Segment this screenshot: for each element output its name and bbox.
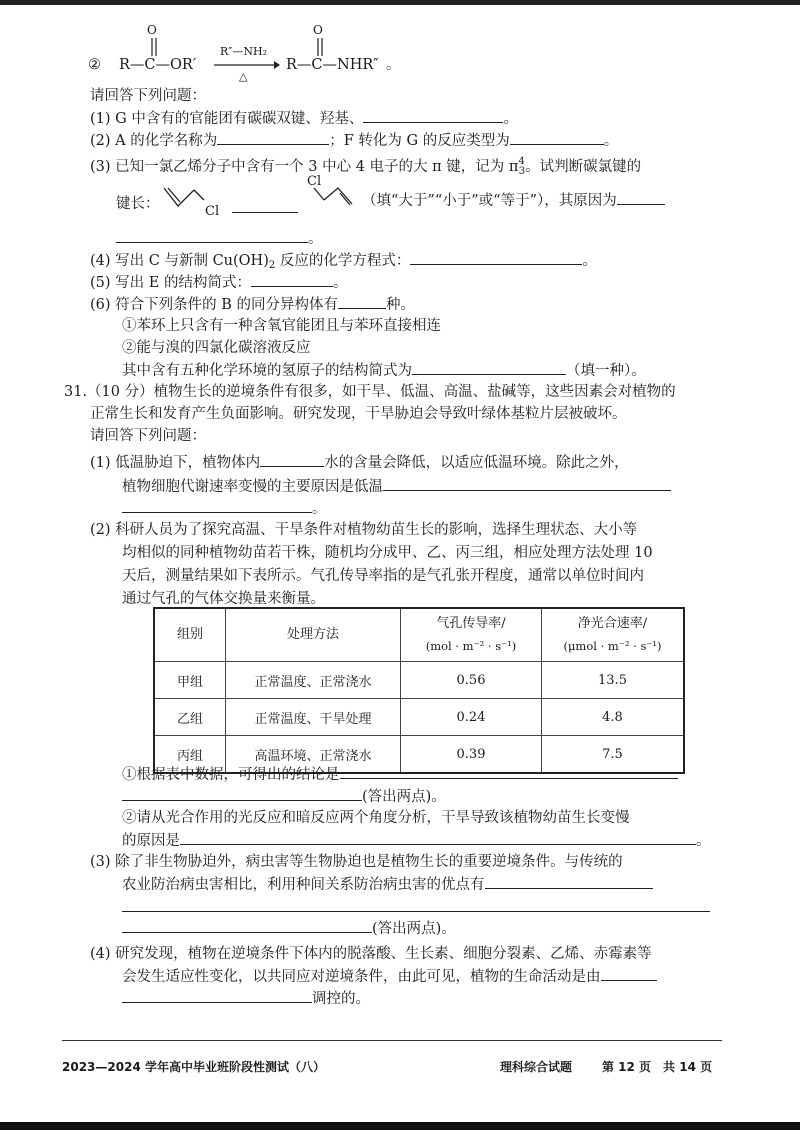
table-header-row [154, 608, 684, 662]
footer-exam-title: 2023—2024 学年高中毕业班阶段性测试（八） [62, 1060, 325, 1074]
bio-s1 [122, 764, 678, 785]
reagent-label: R″—NH₂ [220, 45, 268, 58]
bio-p1 [90, 452, 629, 473]
bio-p2-line2: 均相似的同种植物幼苗若干株，随机均分成甲、乙、丙三组，相应处理方法处理 10 [122, 545, 653, 561]
chem-q4-end: 。 [582, 253, 597, 269]
answer-blank[interactable] [510, 130, 604, 145]
answer-blank[interactable] [180, 830, 696, 845]
chem-q5 [90, 272, 347, 293]
results-table [153, 607, 685, 774]
vinyl-chloride-structure-2 [306, 186, 366, 216]
answer-blank[interactable] [412, 360, 566, 375]
chem-q6-cond2: ②能与溴的四氯化碳溶液反应 [122, 340, 311, 356]
chem-intro: 请回答下列问题： [90, 88, 206, 104]
chem-q5-text: (5) 写出 E 的结构简式： [90, 275, 251, 291]
scan-bottom-edge [0, 1122, 800, 1130]
bio-p1-text-a: (1) 低温胁迫下，植物体内 [90, 455, 261, 471]
reaction-product: R—C—NHR″ [286, 57, 379, 73]
answer-blank[interactable] [340, 764, 678, 779]
bio-p1-line3 [122, 498, 327, 519]
product-double-bond [311, 36, 331, 58]
footer-subject: 理科综合试题 [500, 1060, 573, 1074]
chem-q6-end: 种。 [386, 297, 416, 313]
answer-blank[interactable] [363, 108, 503, 123]
answer-blank[interactable] [122, 786, 362, 801]
answer-blank[interactable] [410, 250, 582, 265]
chlorine-label-1: Cl [205, 204, 220, 219]
bio-s2-line2 [122, 830, 711, 851]
chem-q5-end: 。 [332, 275, 348, 291]
chem-q2-end: 。 [603, 133, 619, 149]
header-pn-label: 净光合速率/ [577, 616, 648, 631]
bio-p1-end: 。 [312, 501, 327, 517]
bio-p3-line2 [122, 874, 653, 895]
footer-page-number: 第 12 页 共 14 页 [602, 1060, 713, 1074]
chem-q1-text: (1) G 中含有的官能团有碳碳双键、羟基、 [90, 111, 364, 127]
chem-q6-text: (6) 符合下列条件的 B 的同分异构体有 [90, 297, 339, 313]
reaction-reactant: R—C—OR′ [119, 57, 197, 73]
chem-q3-tail: 。试判断碳氯键的 [525, 159, 642, 175]
chem-q3-choices [362, 190, 665, 211]
chem-q3-choices-text: （填“大于”“小于”或“等于”），其原因为 [362, 193, 617, 209]
bio-s2-end: 。 [696, 833, 711, 849]
chem-q6-structure [122, 360, 646, 381]
bio-p3-line4 [122, 918, 456, 939]
answer-blank[interactable] [251, 272, 333, 287]
bio-p2-line4: 通过气孔的气体交换量来衡量。 [122, 591, 325, 607]
chem-q4: (4) 写出 C 与新制 $Cu(OH)_2$ 反应的化学方程式： 。 [90, 250, 597, 276]
chem-q6-structure-end: （填一种）。 [566, 363, 646, 379]
chem-q3: (3) 已知一氯乙烯分子中含有一个 3 中心 4 电子的大 π 键，记为 $\pi^4_3$。试判断碳氯键的 [90, 156, 642, 177]
cell-group: 丙组 [154, 736, 226, 774]
chem-q3-text: (3) 已知一氯乙烯分子中含有一个 3 中心 4 电子的大 π 键，记为 π [90, 159, 519, 175]
answer-blank[interactable] [122, 988, 312, 1003]
header-group: 组别 [154, 608, 226, 662]
chem-q6-structure-text: 其中含有五种化学环境的氢原子的结构简式为 [122, 363, 412, 379]
bio-p3-end: (答出两点)。 [372, 921, 456, 937]
reaction-end: 。 [386, 57, 401, 73]
bio-s1-text: ①根据表中数据，可得出的结论是 [122, 767, 340, 783]
bio-p2-line3: 天后，测量结果如下表所示。气孔传导率指的是气孔张开程度，通常以单位时间内 [122, 568, 644, 584]
footer-rule [62, 1040, 722, 1041]
header-gs-label: 气孔传导率/ [436, 616, 506, 631]
bio-intro: 请回答下列问题： [90, 428, 206, 444]
bio-p2-line1: (2) 科研人员为了探究高温、干旱条件对植物幼苗生长的影响，选择生理状态、大小等 [90, 522, 638, 538]
chem-q2-text-b: ；F 转化为 G 的反应类型为 [329, 133, 510, 149]
bio-q31-line1: 31.（10 分）植物生长的逆境条件有很多，如干旱、低温、高温、盐碱等，这些因素会对植物的 [64, 384, 676, 400]
cell-group: 甲组 [154, 662, 226, 699]
header-net-photosynthesis [542, 608, 685, 662]
cell-method: 高温环境、正常浇水 [226, 736, 401, 774]
answer-blank[interactable] [338, 294, 386, 309]
chem-q4-text-b: 反应的化学方程式： [275, 253, 411, 269]
answer-blank[interactable] [116, 228, 308, 243]
chem-q2-text-a: (2) A 的化学名称为 [90, 133, 218, 149]
cell-gs: 0.39 [401, 736, 542, 774]
chem-q3-keylen: 键长： [116, 196, 160, 212]
cell-pn: 7.5 [542, 736, 685, 774]
chlorine-label-2: Cl [307, 174, 322, 189]
chem-q6-cond1: ①苯环上只含有一种含氧官能团且与苯环直接相连 [122, 318, 441, 334]
chem-q4-text: (4) 写出 C 与新制 Cu(OH) [90, 253, 269, 269]
answer-blank[interactable] [383, 476, 671, 491]
header-pn-unit: (μmol · m⁻² · s⁻¹) [563, 639, 662, 653]
reaction-number: ② [88, 57, 101, 73]
cell-method: 正常温度、干旱处理 [226, 699, 401, 736]
cell-pn: 13.5 [542, 662, 685, 699]
bio-p4-line3 [122, 988, 370, 1009]
reaction-condition: △ [239, 70, 248, 83]
chem-q2 [90, 130, 618, 151]
chem-q6 [90, 294, 415, 315]
chem-q3-line3 [116, 228, 323, 249]
chem-q1 [90, 108, 518, 129]
bio-p3: (3) 除了非生物胁迫外，病虫害等生物胁迫也是植物生长的重要逆境条件。与传统的 [90, 854, 623, 870]
table-row [154, 699, 684, 736]
chem-q3-line3-end: 。 [308, 231, 323, 247]
cell-gs: 0.56 [401, 662, 542, 699]
bio-p1-line2 [122, 476, 671, 497]
bio-p4: (4) 研究发现，植物在逆境条件下体内的脱落酸、生长素、细胞分裂素、乙烯、赤霉素等 [90, 946, 652, 962]
answer-blank[interactable] [617, 190, 665, 205]
reactant-carbonyl-o: O [147, 23, 157, 37]
header-method: 处理方法 [226, 608, 401, 662]
product-carbonyl-o: O [313, 23, 323, 37]
bio-s1-end: (答出两点)。 [362, 789, 446, 805]
answer-blank[interactable] [485, 874, 653, 889]
bio-p4-text: 会发生适应性变化，以共同应对逆境条件，由此可见，植物的生命活动是由 [122, 969, 601, 985]
bio-p3-text: 农业防治病虫害相比，利用种间关系防治病虫害的优点有 [122, 877, 485, 893]
bio-q31-line2: 正常生长和发育产生负面影响。研究发现，干旱胁迫会导致叶绿体基粒片层被破坏。 [90, 406, 627, 422]
bio-s2: ②请从光合作用的光反应和暗反应两个角度分析，干旱导致该植物幼苗生长变慢 [122, 810, 630, 826]
bio-s1-line2 [122, 786, 446, 807]
answer-blank[interactable] [232, 212, 298, 213]
header-gs-unit: (mol · m⁻² · s⁻¹) [425, 639, 517, 653]
cell-method: 正常温度、正常浇水 [226, 662, 401, 699]
bio-s2-text: 的原因是 [122, 833, 180, 849]
cell-pn: 4.8 [542, 699, 685, 736]
bio-p4-line2 [122, 966, 657, 987]
answer-blank[interactable] [601, 966, 657, 981]
reactant-double-bond [145, 36, 165, 58]
cell-gs: 0.24 [401, 699, 542, 736]
answer-blank[interactable] [122, 911, 710, 912]
answer-blank[interactable] [217, 130, 329, 145]
scan-top-edge [0, 0, 800, 5]
bio-p1-text-b: 水的含量会降低，以适应低温环境。除此之外， [324, 455, 629, 471]
header-stomatal-conductance [401, 608, 542, 662]
cell-group: 乙组 [154, 699, 226, 736]
table-row [154, 662, 684, 699]
answer-blank[interactable] [260, 452, 324, 467]
chem-q1-end: 。 [503, 111, 518, 127]
answer-blank[interactable] [122, 918, 372, 933]
answer-blank[interactable] [122, 498, 312, 513]
bio-p4-end: 调控的。 [312, 991, 370, 1007]
bio-p1-text-c: 植物细胞代谢速率变慢的主要原因是低温 [122, 479, 383, 495]
